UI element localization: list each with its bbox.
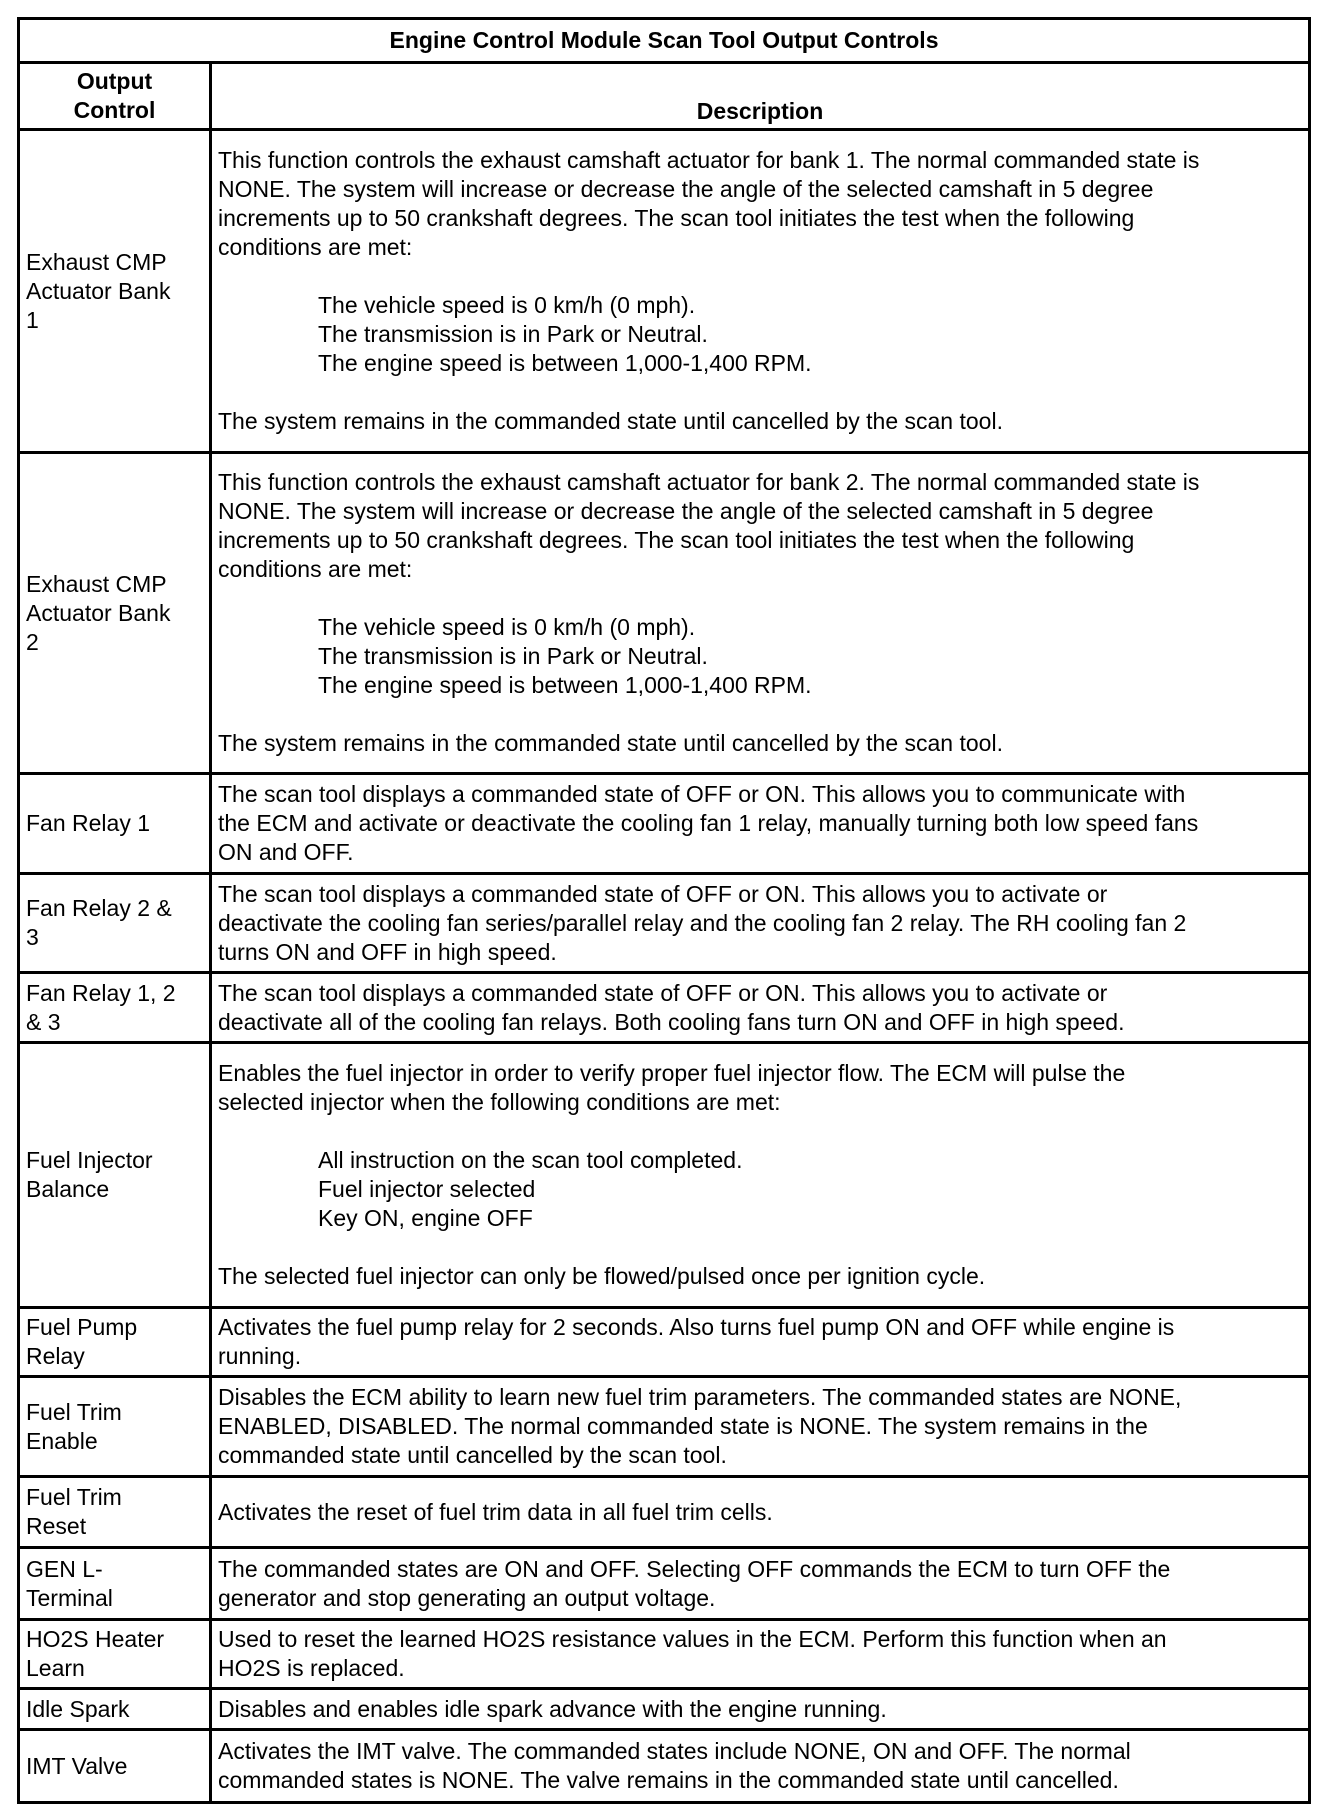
condition-item: Key ON, engine OFF: [318, 1205, 533, 1231]
description-paragraph: [218, 1555, 1302, 1613]
table-row: [19, 1730, 1310, 1803]
output-control-cell: [19, 1477, 211, 1548]
header-line: Output: [76, 68, 153, 94]
description-line: increments up to 50 crankshaft degrees. The scan tool initiates the test when the following: [218, 205, 1135, 231]
description-cell: [211, 453, 1310, 774]
description-paragraph: [218, 780, 1302, 867]
description-line: The scan tool displays a commanded state of OFF or ON. This allows you to activate or: [218, 880, 1108, 907]
output-control-name: Actuator Bank: [26, 599, 171, 626]
description-line: ENABLED, DISABLED. The normal commanded state is NONE. The system remains in the: [218, 1413, 1148, 1439]
output-control-cell: [19, 1620, 211, 1689]
table-title: Engine Control Module Scan Tool Output Controls: [19, 19, 1310, 63]
output-control-name: Exhaust CMP: [26, 248, 167, 275]
output-control-cell: [19, 774, 211, 874]
description-line: Activates the fuel pump relay for 2 seconds. Also turns fuel pump ON and OFF while engine is: [218, 1314, 1175, 1340]
description-line: The system remains in the commanded state until cancelled by the scan tool.: [218, 730, 1003, 756]
description-line: The scan tool displays a commanded state of OFF or ON. This allows you to activate or: [218, 979, 1108, 1006]
description-line: Activates the IMT valve. The commanded states include NONE, ON and OFF. The normal: [218, 1738, 1131, 1764]
output-control-name: Balance: [26, 1176, 110, 1202]
header-description: Description: [211, 63, 1310, 130]
output-control-cell: [19, 1730, 211, 1803]
output-control-name: 3: [26, 924, 39, 950]
description-line: increments up to 50 crankshaft degrees. The scan tool initiates the test when the following: [218, 527, 1135, 553]
condition-item: The engine speed is between 1,000-1,400 RPM.: [318, 672, 812, 698]
table-row: [19, 774, 1310, 874]
description-line: conditions are met:: [218, 234, 413, 260]
description-line: deactivate all of the cooling fan relays. Both cooling fans turn ON and OFF in high speed.: [218, 1008, 1125, 1035]
description-paragraph: [218, 979, 1302, 1037]
description-line: This function controls the exhaust camshaft actuator for bank 1. The normal commanded state is: [218, 147, 1200, 173]
output-control-name: & 3: [26, 1008, 61, 1035]
description-paragraph: [218, 880, 1302, 967]
description-line: running.: [218, 1343, 302, 1369]
description-cell: [211, 1730, 1310, 1803]
header-output-control: [19, 63, 211, 130]
condition-item: The transmission is in Park or Neutral.: [318, 321, 708, 347]
table-row: [19, 874, 1310, 973]
description-cell: [211, 1548, 1310, 1620]
description-line: deactivate the cooling fan series/parallel relay and the cooling fan 2 relay. The RH cooling fan 2: [218, 909, 1187, 936]
output-control-name: Fuel Trim: [26, 1484, 122, 1510]
output-control-cell: [19, 1043, 211, 1308]
description-paragraph: [218, 1625, 1302, 1683]
output-control-name: Enable: [26, 1427, 98, 1454]
condition-item: The vehicle speed is 0 km/h (0 mph).: [318, 292, 696, 318]
table-row: [19, 453, 1310, 774]
condition-item: Fuel injector selected: [318, 1176, 536, 1202]
output-control-name: Fan Relay 1, 2: [26, 979, 176, 1006]
output-control-name: Actuator Bank: [26, 277, 171, 304]
table-row: [19, 1620, 1310, 1689]
description-line: This function controls the exhaust camshaft actuator for bank 2. The normal commanded state is: [218, 469, 1200, 495]
output-control-name: IMT Valve: [26, 1752, 128, 1779]
table-row: [19, 130, 1310, 453]
description-paragraph: [218, 1262, 1302, 1291]
condition-list: [218, 1146, 1302, 1233]
condition-item: The transmission is in Park or Neutral.: [318, 643, 708, 669]
condition-list: [218, 613, 1302, 700]
output-control-cell: [19, 874, 211, 973]
description-cell: [211, 1377, 1310, 1477]
description-cell: [211, 774, 1310, 874]
description-paragraph: [218, 468, 1302, 584]
description-paragraph: [218, 1695, 1302, 1724]
condition-item: The vehicle speed is 0 km/h (0 mph).: [318, 614, 696, 640]
description-line: The commanded states are ON and OFF. Selecting OFF commands the ECM to turn OFF the: [218, 1555, 1171, 1582]
condition-item: The engine speed is between 1,000-1,400 RPM.: [318, 350, 812, 376]
description-line: ON and OFF.: [218, 839, 354, 865]
description-line: commanded states is NONE. The valve remains in the commanded state until cancelled.: [218, 1767, 1119, 1793]
description-line: generator and stop generating an output voltage.: [218, 1584, 716, 1611]
output-control-name: Relay: [26, 1343, 85, 1369]
output-control-name: Fan Relay 1: [26, 810, 151, 836]
description-cell: [211, 1043, 1310, 1308]
output-control-cell: [19, 453, 211, 774]
header-line: Control: [73, 97, 156, 123]
description-line: Activates the reset of fuel trim data in all fuel trim cells.: [218, 1498, 773, 1525]
output-control-name: Fuel Trim: [26, 1398, 122, 1425]
description-paragraph: [218, 1737, 1302, 1795]
output-control-cell: [19, 1548, 211, 1620]
description-line: commanded state until cancelled by the scan tool.: [218, 1442, 727, 1468]
table-row: [19, 1477, 1310, 1548]
output-control-name: Terminal: [26, 1584, 113, 1611]
description-line: NONE. The system will increase or decrease the angle of the selected camshaft in 5 degree: [218, 176, 1154, 202]
output-control-name: Idle Spark: [26, 1695, 130, 1722]
description-cell: [211, 1477, 1310, 1548]
condition-list: [218, 291, 1302, 378]
description-line: Disables the ECM ability to learn new fuel trim parameters. The commanded states are NONE,: [218, 1384, 1182, 1410]
table-row: [19, 973, 1310, 1043]
condition-item: All instruction on the scan tool completed.: [318, 1147, 743, 1173]
table-row: [19, 1548, 1310, 1620]
output-control-name: GEN L-: [26, 1555, 103, 1582]
output-control-cell: [19, 973, 211, 1043]
output-control-name: Fuel Pump: [26, 1314, 138, 1340]
output-control-name: Reset: [26, 1513, 87, 1539]
output-control-name: Fan Relay 2 &: [26, 895, 172, 921]
description-line: The system remains in the commanded state until cancelled by the scan tool.: [218, 408, 1003, 434]
description-paragraph: [218, 1059, 1302, 1117]
description-cell: [211, 1620, 1310, 1689]
table-row: [19, 1308, 1310, 1377]
description-line: Used to reset the learned HO2S resistance values in the ECM. Perform this function when an: [218, 1626, 1167, 1652]
description-cell: [211, 1308, 1310, 1377]
output-control-name: 1: [26, 306, 39, 333]
output-control-name: HO2S Heater: [26, 1626, 165, 1652]
output-controls-table: [17, 17, 1311, 1804]
description-line: selected injector when the following conditions are met:: [218, 1089, 781, 1115]
description-cell: [211, 874, 1310, 973]
description-line: The scan tool displays a commanded state of OFF or ON. This allows you to communicate with: [218, 781, 1186, 807]
table-row: [19, 1689, 1310, 1730]
description-line: turns ON and OFF in high speed.: [218, 938, 557, 965]
output-control-cell: [19, 1689, 211, 1730]
output-control-name: Exhaust CMP: [26, 570, 167, 597]
description-cell: [211, 130, 1310, 453]
description-paragraph: [218, 146, 1302, 262]
description-paragraph: [218, 729, 1302, 758]
description-cell: [211, 1689, 1310, 1730]
output-control-name: 2: [26, 628, 39, 655]
description-paragraph: [218, 1383, 1302, 1470]
output-control-cell: [19, 1308, 211, 1377]
description-line: the ECM and activate or deactivate the cooling fan 1 relay, manually turning both low speed fans: [218, 810, 1199, 836]
output-control-name: Fuel Injector: [26, 1147, 153, 1173]
output-control-cell: [19, 1377, 211, 1477]
table-row: [19, 1377, 1310, 1477]
description-line: Disables and enables idle spark advance with the engine running.: [218, 1695, 887, 1722]
description-paragraph: [218, 407, 1302, 436]
table-row: [19, 1043, 1310, 1308]
description-line: Enables the fuel injector in order to verify proper fuel injector flow. The ECM will pulse the: [218, 1060, 1126, 1086]
description-paragraph: [218, 1313, 1302, 1371]
description-line: The selected fuel injector can only be flowed/pulsed once per ignition cycle.: [218, 1263, 986, 1289]
description-line: HO2S is replaced.: [218, 1655, 405, 1681]
output-control-cell: [19, 130, 211, 453]
description-line: conditions are met:: [218, 556, 413, 582]
description-paragraph: [218, 1498, 1302, 1527]
description-line: NONE. The system will increase or decrease the angle of the selected camshaft in 5 degree: [218, 498, 1154, 524]
description-cell: [211, 973, 1310, 1043]
output-control-name: Learn: [26, 1655, 85, 1681]
